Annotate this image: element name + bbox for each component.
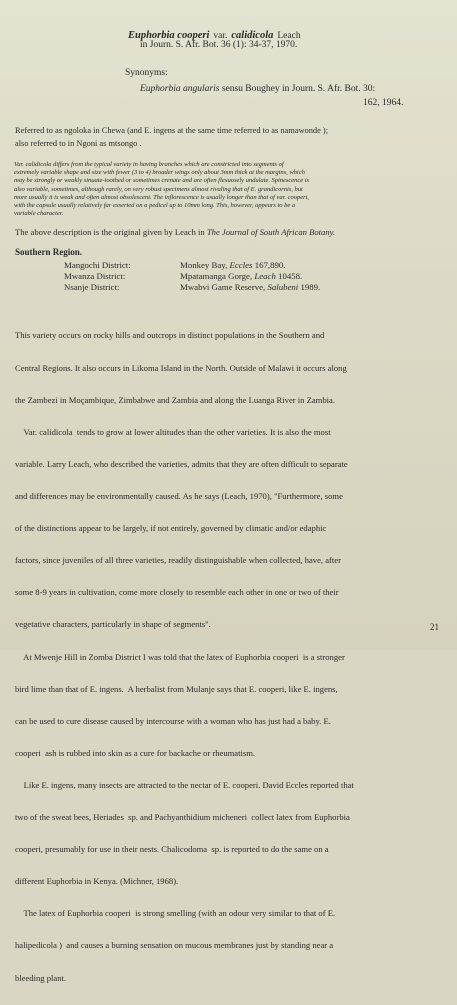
source-note-prefix: The above description is the original given by Leach in — [15, 227, 207, 237]
author-name: Leach — [277, 31, 301, 41]
body-line: different Euphorbia in Kenya. (Michner, 1968). — [15, 876, 179, 887]
body-line: This variety occurs on rocky hills and outcrops in distinct populations in the Southern and — [15, 330, 325, 341]
collector: Eccles — [229, 260, 253, 270]
record-row — [180, 271, 320, 282]
vernacular-line-1: Referred to as ngoloka in Chewa (and E. ingens at the same time referred to as namawonde ); — [15, 126, 329, 135]
vernacular-line-2: also referred to in Ngoni as mtsongo . — [15, 139, 142, 148]
region-heading: Southern Region. — [15, 247, 83, 257]
synonym-reference: sensu Boughey in Journ. S. Afr. Bot. 30: — [219, 84, 376, 94]
specimen-number: 167,890. — [252, 260, 286, 270]
description-line: may be strongly or weakly sinuate-toothed or sometimes crenate and are often flexuosely undulate. Spinescence is — [14, 177, 310, 185]
source-note — [15, 227, 335, 237]
body-line: halipedicola ) and causes a burning sensation on mucous membranes just by standing near a — [15, 940, 334, 951]
var-label: var. — [213, 31, 228, 41]
body-line: and differences may be environmentally caused. As he says (Leach, 1970), "Furthermore, some — [15, 490, 343, 501]
body-line: factors, since juveniles of all three varieties, readily distinguishable when collected, have, after — [15, 555, 341, 566]
district-column — [64, 260, 131, 293]
body-line: two of the sweat bees, Heriades sp. and Pachyanthidium micheneri collect latex from Euphorbia — [15, 812, 350, 823]
locality: Mpatamanga Gorge, — [180, 271, 255, 281]
locality-column — [180, 260, 320, 293]
body-line: Like E. ingens, many insects are attracted to the nectar of E. cooperi. David Eccles reported that — [15, 779, 354, 790]
description-line: with the capsule usually relatively far exserted on a pedicel up to 10mm long. This, however, appears to be a — [14, 202, 296, 210]
description-block — [14, 161, 309, 218]
body-line: vegetative characters, particularly in shape of segments". — [15, 619, 211, 630]
locality: Monkey Bay, — [180, 260, 230, 270]
body-line: Central Regions. It also occurs in Likoma Island in the North. Outside of Malawi it occurs along — [15, 362, 347, 373]
body-line: bird lime than that of E. ingens. A herbalist from Mulanje says that E. cooperi, like E. ingens, — [15, 683, 338, 694]
district-name: Mwanza District: — [64, 271, 126, 281]
district-name: Nsanje District: — [64, 282, 120, 292]
description-line: more usually it is weak and often almost obsolescent. The inflorescence is usually longer than that of var. cooperi, — [14, 193, 309, 201]
record-row — [180, 260, 320, 271]
body-line: The latex of Euphorbia cooperi is strong smelling (with an odour very similar to that of E. — [15, 908, 336, 919]
body-text — [15, 309, 354, 1005]
species-name: Euphorbia cooperi — [128, 30, 210, 41]
synonym-name: Euphorbia angularis — [140, 84, 220, 94]
page-number: 21 — [430, 622, 439, 632]
body-line: Var. calidicola tends to grow at lower altitudes than the other varieties. It is also the most — [15, 426, 331, 437]
collector: Salubeni — [267, 282, 299, 292]
synonym-line-2: 162, 1964. — [363, 98, 404, 108]
collector: Leach — [254, 271, 276, 281]
specimen-number: 10458. — [275, 271, 303, 281]
variety-name: calidicola — [231, 30, 274, 41]
body-line: of the distinctions appear to be largely, if not entirely, governed by climatic and/or edaphic — [15, 523, 327, 534]
body-line: variable. Larry Leach, who described the varieties, admits that they are often difficult to separate — [15, 458, 348, 469]
specimen-number: 1989. — [298, 282, 321, 292]
description-line: Var. calidicola differs from the typical variety in having branches which are constricted into segments of — [14, 161, 284, 168]
body-line: At Mwenje Hill in Zomba District I was told that the latex of Euphorbia cooperi is a stronger — [15, 651, 345, 662]
body-line: cooperi ash is rubbed into skin as a cure for backache or rheumatism. — [15, 747, 256, 758]
description-line: extremely variable shape and size with fewer (3 to 4) broader wings only about 3mm thick at the margins, which — [14, 169, 305, 177]
locality: Mwabvi Game Reserve, — [180, 282, 268, 292]
citation: in Journ. S. Afr. Bot. 36 (1): 34-37, 1970. — [140, 40, 298, 50]
body-line: the Zambezi in Moçambique, Zimbabwe and Zambia and along the Luanga River in Zambia. — [15, 394, 336, 405]
body-line: cooperi, presumably for use in their nests. Chalicodoma sp. is reported to do the same on a — [15, 844, 329, 855]
body-line: can be used to cure disease caused by intercourse with a woman who has just had a baby. E. — [15, 715, 331, 726]
journal-name: The Journal of South African Botany. — [206, 227, 336, 237]
description-line: also variable, sometimes, although rarely, on very robust specimens almost rivaling that of E. grandicornis, but — [14, 185, 303, 193]
description-line: variable character. — [14, 210, 64, 218]
district-name: Mangochi District: — [64, 260, 131, 270]
synonyms-heading: Synonyms: — [125, 68, 168, 78]
synonym-line — [140, 84, 375, 94]
body-line: bleeding plant. — [15, 972, 67, 983]
body-line: some 8-9 years in cultivation, come more closely to resemble each other in one or two of their — [15, 587, 339, 598]
record-row — [180, 282, 320, 293]
